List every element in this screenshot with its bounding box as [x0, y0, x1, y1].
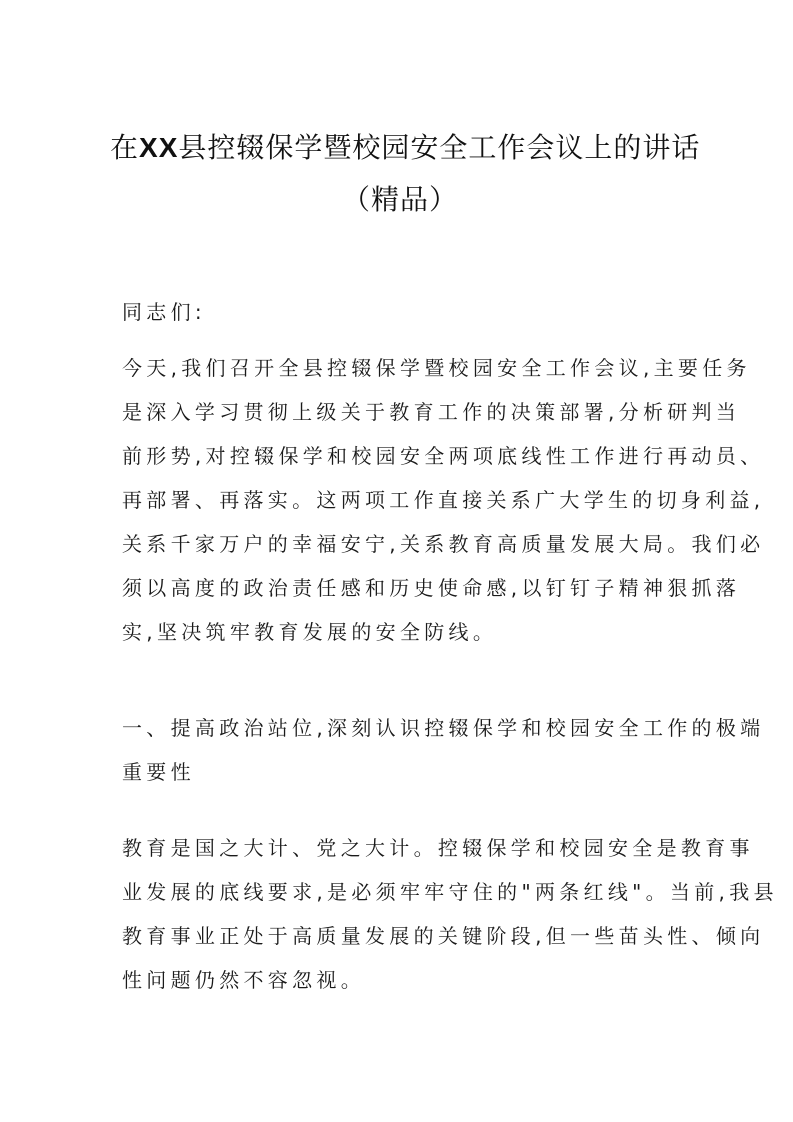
greeting: [122, 290, 682, 334]
paragraph-line: 须以高度的政治责任感和历史使命感,以钉钉子精神狠抓落: [122, 576, 741, 600]
title-prefix: 在: [110, 131, 140, 164]
title-rest: 县控辍保学暨校园安全工作会议上的讲话: [178, 131, 701, 164]
paragraph-line: 关系千家万户的幸福安宁,关系教育高质量发展大局。我们必: [122, 532, 765, 556]
heading-line: 重要性: [122, 760, 195, 784]
paragraph-line: 是深入学习贯彻上级关于教育工作的决策部署,分析研判当: [122, 400, 741, 424]
greeting-text: 同志们:: [122, 300, 206, 324]
paragraph-line: 教育事业正处于高质量发展的关键阶段,但一些苗头性、倾向: [122, 924, 765, 948]
intro-paragraph: [122, 346, 765, 654]
paragraph-line: 今天,我们召开全县控辍保学暨校园安全工作会议,主要任务: [122, 356, 751, 380]
paragraph-line: 再部署、再落实。这两项工作直接关系广大学生的切身利益,: [122, 488, 765, 512]
section-heading: [122, 706, 765, 794]
heading-line: 一、提高政治站位,深刻认识控辍保学和校园安全工作的极端: [122, 716, 765, 740]
paragraph-line: 前形势,对控辍保学和校园安全两项底线性工作进行再动员、: [122, 444, 765, 468]
title-main: [110, 122, 701, 174]
title-county: XX: [139, 132, 179, 163]
paragraph-line: 业发展的底线要求,是必须牢牢守住的"两条红线"。当前,我县: [122, 880, 778, 904]
paragraph-line: 性问题仍然不容忽视。: [122, 968, 365, 992]
paragraph-line: 教育是国之大计、党之大计。控辍保学和校园安全是教育事: [122, 836, 754, 860]
section-paragraph: [122, 826, 778, 1002]
document-title: [110, 122, 701, 226]
paragraph-line: 实,坚决筑牢教育发展的安全防线。: [122, 620, 498, 644]
title-subtitle: （精品）: [341, 183, 458, 216]
